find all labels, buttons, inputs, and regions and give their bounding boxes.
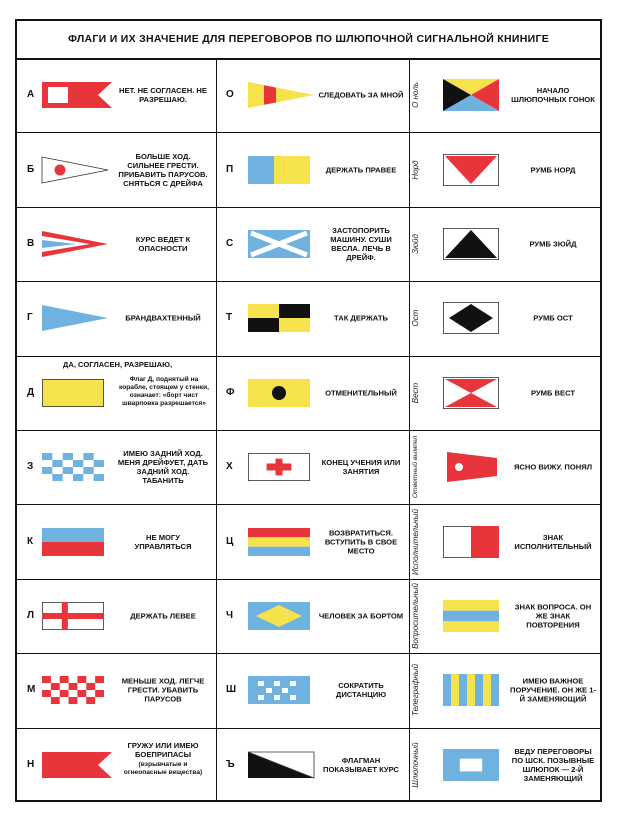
flag-row [17, 281, 216, 355]
flag-meaning: ВЕДУ ПЕРЕГОВОРЫ ПО ШСК. ПОЗЫВНЫЕ ШЛЮПОК — 2-Й ЗАМЕНЯЮЩИЙ [511, 746, 595, 783]
flag-meaning: РУМБ ЗЮЙД [529, 239, 577, 249]
flag-letter: П [226, 163, 234, 175]
flag-t-icon [248, 304, 310, 332]
flag-row [409, 504, 600, 578]
flag-letter: Д [27, 386, 35, 398]
flag-letter: М [27, 684, 36, 696]
flag-row [216, 356, 409, 430]
flag-name-label: Вест [411, 382, 420, 403]
flag-v-icon [42, 231, 108, 257]
flag-row [216, 653, 409, 727]
flag-row [17, 579, 216, 653]
flag-note: (взрывчатые и огнеопасные вещества) [123, 760, 203, 776]
flag-h-icon [248, 453, 310, 481]
flag-l-icon [42, 602, 104, 630]
flag-name-label: Ответный вымпел [412, 435, 419, 499]
flag-meaning: РУМБ НОРД [530, 165, 576, 175]
flag-meaning: РУМБ ВЕСТ [530, 388, 576, 398]
flag-meaning: ЗНАК ИСПОЛНИТЕЛЬНЫЙ [514, 532, 592, 551]
flag-meaning: ДЕРЖАТЬ ПРАВЕЕ [325, 165, 397, 175]
flag-meaning: ЧЕЛОВЕК ЗА БОРТОМ [318, 611, 404, 621]
flag-row [216, 58, 409, 132]
flag-letter: Л [27, 609, 35, 621]
flag-meaning: ВОЗВРАТИТЬСЯ. ВСТУПИТЬ В СВОЕ МЕСТО [324, 528, 398, 556]
flag-row [17, 207, 216, 281]
question-flag-icon [443, 600, 499, 632]
flag-meaning: ЗНАК ВОПРОСА. ОН ЖЕ ЗНАК ПОВТОРЕНИЯ [514, 602, 592, 630]
flag-row [17, 132, 216, 206]
flag-m-icon [42, 676, 104, 704]
flag-letter: Ш [226, 684, 237, 696]
flag-meaning: КУРС ВЕДЕТ К ОПАСНОСТИ [135, 234, 191, 253]
flag-letter: Ъ [226, 758, 235, 770]
execute-flag-icon [443, 526, 499, 558]
flag-meaning: НЕ МОГУ УПРАВЛЯТЬСЯ [134, 532, 192, 551]
flag-row [216, 579, 409, 653]
flag-a-icon [42, 82, 112, 108]
flag-name-label: Телеграфный [411, 664, 420, 717]
flag-g-icon [42, 305, 108, 331]
flag-ts-icon [248, 528, 310, 556]
flag-letter: Г [27, 312, 33, 324]
flag-row [409, 58, 600, 132]
flag-zuid-icon [443, 228, 499, 260]
flag-name-label: Ост [411, 309, 420, 327]
flag-row [409, 132, 600, 206]
flag-meaning: ИМЕЮ ВАЖНОЕ ПОРУЧЕНИЕ. ОН ЖЕ 1-Й ЗАМЕНЯЮЩИЙ [510, 676, 596, 704]
flag-b-icon [42, 157, 108, 183]
flag-letter: О [226, 89, 234, 101]
flag-k-icon [42, 528, 104, 556]
flag-ost-icon [443, 302, 499, 334]
flag-letter: К [27, 535, 34, 547]
flag-letter: Ч [226, 609, 234, 621]
flag-row [409, 430, 600, 504]
flag-meaning: БОЛЬШЕ ХОД. СИЛЬНЕЕ ГРЕСТИ. ПРИБАВИТЬ ПАРУСОВ. СНЯТЬСЯ С ДРЕЙФА [118, 151, 208, 188]
flag-row [216, 728, 409, 802]
flag-name-label: Вопросительный [411, 583, 420, 649]
flag-nord-icon [443, 154, 499, 186]
flag-row [216, 207, 409, 281]
flag-row [409, 579, 600, 653]
flag-row [409, 281, 600, 355]
telegraph-flag-icon [443, 674, 499, 706]
signal-flags-sheet [15, 19, 602, 802]
flag-row [17, 430, 216, 504]
flag-letter: Ц [226, 535, 234, 547]
flag-meaning: РУМБ ОСТ [533, 313, 573, 323]
flag-letter: А [27, 89, 35, 101]
flag-sh-icon [248, 676, 310, 704]
flag-row [216, 132, 409, 206]
flag-name-label: О ноль [411, 82, 420, 109]
flag-meaning: ТАК ДЕРЖАТЬ [334, 313, 388, 323]
flag-ch-icon [248, 602, 310, 630]
flag-letter: Н [27, 758, 35, 770]
flag-zero-icon [443, 79, 499, 111]
flag-d-icon [42, 379, 104, 407]
flag-meaning: ДЕРЖАТЬ ЛЕВЕЕ [130, 611, 196, 621]
flag-vest-icon [443, 377, 499, 409]
flag-meaning: СЛЕДОВАТЬ ЗА МНОЙ [318, 90, 404, 100]
flag-letter: Ф [226, 386, 235, 398]
flag-hard-sign-icon [248, 752, 314, 778]
flag-meaning: НЕТ. НЕ СОГЛАСЕН. НЕ РАЗРЕШАЮ. [119, 86, 207, 105]
flag-row [216, 281, 409, 355]
flag-row [17, 58, 216, 132]
flag-letter: Б [27, 163, 35, 175]
answer-pennant-icon [447, 452, 497, 482]
flag-note: Флаг Д, поднятый на корабле, стоящем у стенки, означает: «борт чист шварповка разрешается» [119, 375, 209, 407]
flag-meaning: КОНЕЦ УЧЕНИЯ ИЛИ ЗАНЯТИЯ [321, 458, 401, 477]
flag-meaning: БРАНДВАХТЕННЫЙ [125, 313, 201, 323]
flag-meaning: ИМЕЮ ЗАДНИЙ ХОД. МЕНЯ ДРЕЙФУЕТ, ДАТЬ ЗАДНИЙ ХОД. ТАБАНИТЬ [117, 449, 209, 486]
flag-meaning: ЯСНО ВИЖУ. ПОНЯЛ [513, 462, 593, 472]
flag-p-icon [248, 156, 310, 184]
flag-meaning: ОТМЕНИТЕЛЬНЫЙ [325, 388, 397, 398]
flag-meaning: НАЧАЛО ШЛЮПОЧНЫХ ГОНОК [511, 86, 595, 105]
flag-name-label: Зюйд [411, 234, 420, 254]
boat-flag-icon [443, 749, 499, 781]
flag-name-label: Шлюпочный [411, 742, 420, 788]
flag-meaning: ДА, СОГЛАСЕН, РАЗРЕШАЮ, [62, 359, 173, 369]
flag-meaning: МЕНЬШЕ ХОД. ЛЕГЧЕ ГРЕСТИ. УБАВИТЬ ПАРУСОВ [121, 676, 205, 704]
flag-row [216, 430, 409, 504]
flag-meaning: ЗАСТОПОРИТЬ МАШИНУ. СУШИ ВЕСЛА. ЛЕЧЬ В ДРЕЙФ. [330, 225, 392, 262]
flag-name-label: Норд [411, 160, 420, 180]
flag-letter: С [226, 237, 234, 249]
flag-letter: В [27, 237, 35, 249]
flag-meaning: СОКРАТИТЬ ДИСТАНЦИЮ [335, 681, 387, 700]
flag-n-icon [42, 752, 112, 778]
flag-f-icon [248, 379, 310, 407]
flag-s-icon [248, 230, 310, 258]
flag-letter: Х [226, 461, 233, 473]
flag-z-icon [42, 453, 104, 481]
flag-row [17, 653, 216, 727]
flag-row [409, 356, 600, 430]
page-title: ФЛАГИ И ИХ ЗНАЧЕНИЕ ДЛЯ ПЕРЕГОВОРОВ ПО ШЛЮПОЧНОЙ СИГНАЛЬНОЙ КНИНИГЕ [17, 21, 600, 60]
flag-o-icon [248, 82, 314, 108]
flag-meaning: ГРУЖУ ИЛИ ИМЕЮ БОЕПРИПАСЫ [127, 740, 199, 759]
flag-row [216, 504, 409, 578]
flag-letter: З [27, 461, 34, 473]
flag-row [17, 504, 216, 578]
flag-row [409, 207, 600, 281]
flag-letter: Т [226, 312, 233, 324]
flag-name-label: Исполнительный [411, 508, 420, 575]
flag-row [17, 356, 216, 430]
flag-row [409, 728, 600, 802]
flag-row [409, 653, 600, 727]
flag-row [17, 728, 216, 802]
flag-meaning: ФЛАГМАН ПОКАЗЫВАЕТ КУРС [323, 755, 399, 774]
